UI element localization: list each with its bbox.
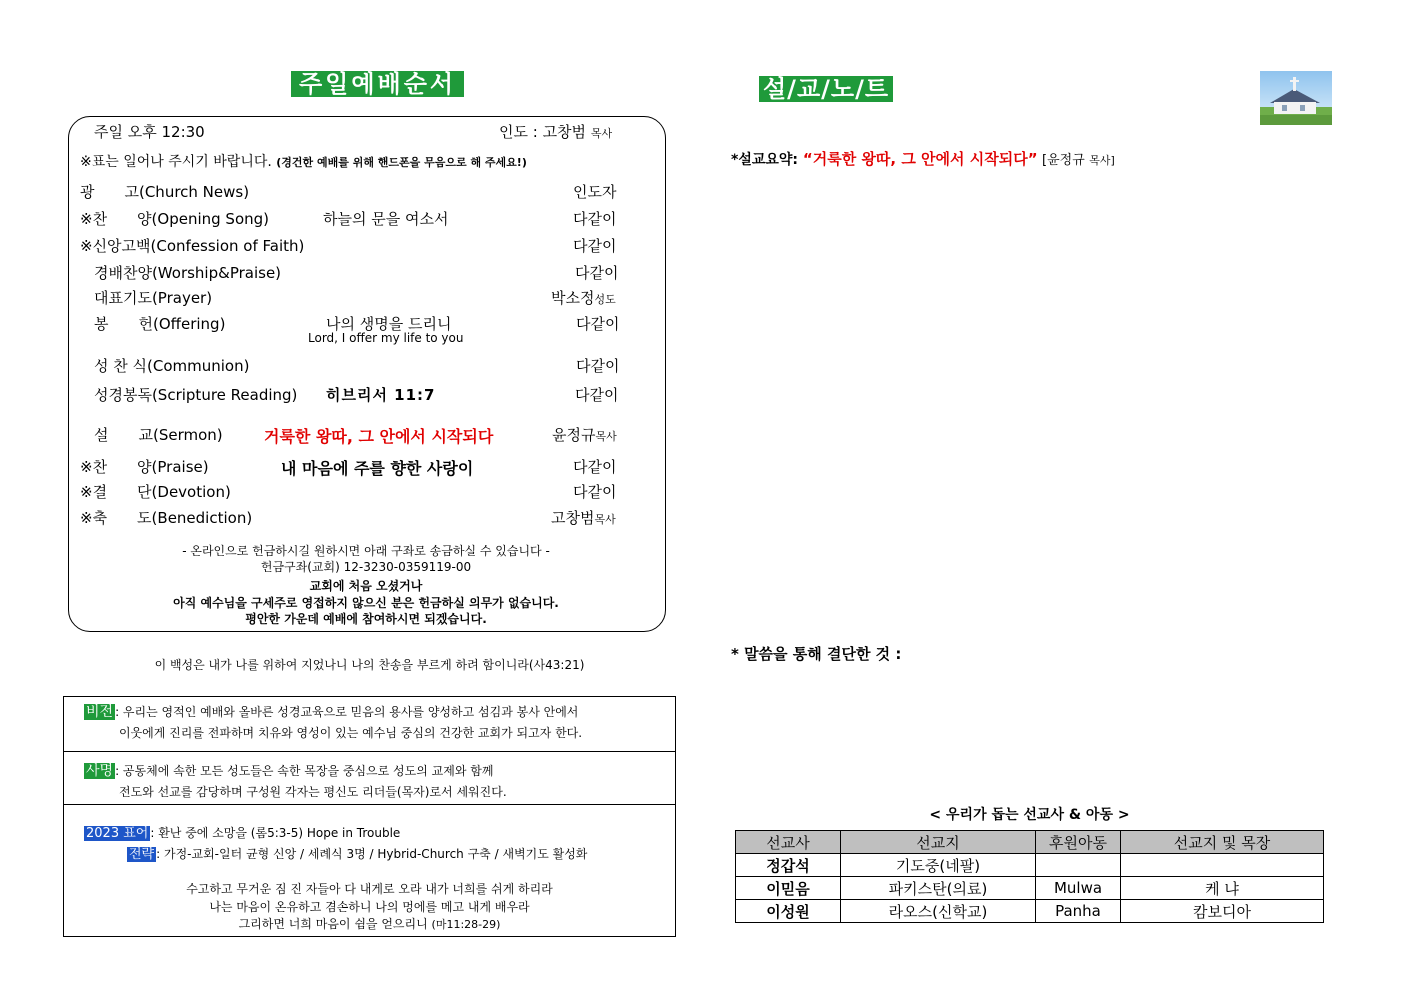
- mission-text: : 공동체에 속한 모든 성도들은 속한 목장을 중심으로 성도의 교제와 함께: [115, 764, 494, 778]
- item-who: 다같이: [573, 210, 617, 228]
- table-cell: 캄보디아: [1121, 900, 1324, 923]
- rest-ref: (마11:28-29): [431, 918, 501, 931]
- order-title: 주일예배순서: [291, 71, 464, 97]
- table-cell: 파키스탄(의료): [841, 877, 1036, 900]
- service-leader: [499, 121, 612, 142]
- item-name: ※찬 양(Opening Song): [80, 210, 270, 228]
- who-name: 윤정규: [552, 426, 596, 444]
- vision-line: [84, 701, 578, 721]
- vision-line: 이웃에게 진리를 전파하며 치유와 영성이 있는 예수님 중심의 건강한 교회가 되고자 한다.: [119, 726, 583, 740]
- sermon-title: 거룩한 왕따, 그 안에서 시작되다: [264, 427, 494, 446]
- item-who: 다같이: [575, 264, 619, 282]
- who-title: 목사: [595, 430, 617, 443]
- item-name: 대표기도(Prayer): [94, 289, 213, 307]
- table-header: 후원아동: [1036, 831, 1121, 854]
- strategy-label: 전략: [129, 847, 155, 862]
- sermon-note-title: 설/교/노/트: [759, 76, 893, 102]
- key-verse: 이 백성은 내가 나를 위하여 지었나니 나의 찬송을 부르게 하려 함이니라(사43:21): [154, 658, 585, 672]
- summary-speaker-title: 목사]: [1089, 154, 1115, 167]
- strategy-text: : 가정-교회-일터 균형 신앙 / 세례식 3명 / Hybrid-Church 구축 / 새벽기도 활성화: [156, 847, 588, 861]
- missionaries-table: [735, 830, 1324, 923]
- table-cell: [1121, 854, 1324, 877]
- decision-prompt: * 말씀을 통해 결단한 것 :: [731, 645, 902, 663]
- item-name: 광 고(Church News): [80, 183, 250, 201]
- standing-notice: [80, 151, 527, 171]
- mission-label: 사명: [86, 763, 114, 779]
- item-who: 다같이: [573, 458, 617, 476]
- rest-verse: [63, 915, 676, 932]
- item-who: 다같이: [576, 357, 620, 375]
- rest-verse: 수고하고 무거운 짐 진 자들아 다 내게로 오라 내가 너희를 쉬게 하리라: [186, 882, 553, 896]
- strategy-line: [127, 843, 587, 862]
- who-title: 목사: [594, 513, 616, 526]
- online-note: - 온라인으로 헌금하시길 원하시면 아래 구좌로 송금하실 수 있습니다 -: [182, 544, 550, 558]
- item-name: ※축 도(Benediction): [80, 509, 253, 527]
- divider: [64, 751, 675, 752]
- leader-title: 목사: [590, 127, 613, 140]
- welcome-line: 아직 예수님을 구세주로 영접하지 않으신 분은 헌금하실 의무가 없습니다.: [173, 596, 559, 610]
- mission-line: [84, 760, 493, 780]
- item-who: [552, 424, 617, 445]
- sermon-summary: [731, 148, 1115, 169]
- table-header: 선교지: [841, 831, 1036, 854]
- table-cell: Mulwa: [1036, 877, 1121, 900]
- leader-name: 인도 : 고창범: [499, 123, 587, 141]
- table-cell: 케 냐: [1121, 877, 1324, 900]
- rest-verse: 나는 마음이 온유하고 겸손하니 나의 멍에를 메고 내게 배우라: [209, 900, 530, 914]
- table-cell: 이믿음: [736, 877, 841, 900]
- item-name: ※찬 양(Praise): [80, 458, 209, 476]
- divider: [64, 804, 675, 805]
- notice-main: ※표는 일어나 주시기 바랍니다.: [80, 154, 272, 170]
- table-cell: Panha: [1036, 900, 1121, 923]
- item-name: 설 교(Sermon): [94, 426, 223, 444]
- year-motto: [84, 822, 400, 841]
- table-cell: 기도중(네팔): [841, 854, 1036, 877]
- vision-text: : 우리는 영적인 예배와 올바른 성경교육으로 믿음의 용사를 양성하고 섬김과 봉사 안에서: [115, 705, 579, 719]
- item-who: [551, 507, 616, 528]
- item-name: ※결 단(Devotion): [80, 483, 231, 501]
- item-who: 다같이: [573, 237, 617, 255]
- item-name: ※신앙고백(Confession of Faith): [80, 237, 305, 255]
- year-text: : 환난 중에 소망을 (롬5:3-5) Hope in Trouble: [150, 826, 401, 840]
- table-cell: 정갑석: [736, 854, 841, 877]
- item-middle: 나의 생명을 드리니: [326, 315, 452, 333]
- item-name: 봉 헌(Offering): [94, 315, 226, 333]
- mission-line: 전도와 선교를 감당하며 구성원 각자는 평신도 리더들(목자)로서 세워진다.: [119, 785, 507, 799]
- item-name: 성 찬 식(Communion): [94, 357, 250, 375]
- year-label: 2023 표어: [86, 826, 149, 841]
- offering-account: 헌금구좌(교회) 12-3230-0359119-00: [260, 560, 472, 574]
- table-row: [736, 854, 1324, 877]
- table-header-row: [736, 831, 1324, 854]
- table-cell: 이성원: [736, 900, 841, 923]
- table-header: 선교사: [736, 831, 841, 854]
- table-header: 선교지 및 목장: [1121, 831, 1324, 854]
- item-middle: 내 마음에 주를 향한 사랑이: [281, 459, 474, 478]
- summary-speaker: [윤정규: [1042, 153, 1085, 168]
- table-cell: 라오스(신학교): [841, 900, 1036, 923]
- who-title: 성도: [594, 293, 616, 306]
- missionaries-title: < 우리가 돕는 선교사 & 아동 >: [929, 807, 1130, 823]
- item-middle-en: Lord, I offer my life to you: [308, 331, 464, 345]
- item-who: 다같이: [576, 315, 620, 333]
- rest-text: 그리하면 너희 마음이 쉼을 얻으리니: [238, 917, 428, 931]
- item-middle: 히브리서 11:7: [326, 386, 436, 404]
- table-row: [736, 900, 1324, 923]
- who-name: 박소정: [551, 289, 595, 307]
- welcome-line: 교회에 처음 오셨거나: [309, 579, 423, 593]
- table-row: [736, 877, 1324, 900]
- table-cell: [1036, 854, 1121, 877]
- service-time: 주일 오후 12:30: [94, 123, 205, 141]
- summary-label: *설교요약:: [731, 152, 803, 168]
- church-image: [1260, 71, 1332, 125]
- summary-title: “거룩한 왕따, 그 안에서 시작되다”: [802, 150, 1038, 168]
- item-middle: 하늘의 문을 여소서: [323, 210, 449, 228]
- who-name: 고창범: [551, 509, 595, 527]
- item-who: [551, 287, 616, 308]
- item-who: 인도자: [573, 183, 617, 201]
- item-who: 다같이: [573, 483, 617, 501]
- welcome-line: 평안한 가운데 예배에 참여하시면 되겠습니다.: [245, 612, 487, 626]
- item-name: 성경봉독(Scripture Reading): [94, 386, 298, 404]
- vision-label: 비전: [86, 704, 114, 720]
- item-who: 다같이: [575, 386, 619, 404]
- notice-small: (경건한 예배를 위해 핸드폰을 무음으로 해 주세요!): [276, 156, 527, 169]
- item-name: 경배찬양(Worship&Praise): [94, 264, 282, 282]
